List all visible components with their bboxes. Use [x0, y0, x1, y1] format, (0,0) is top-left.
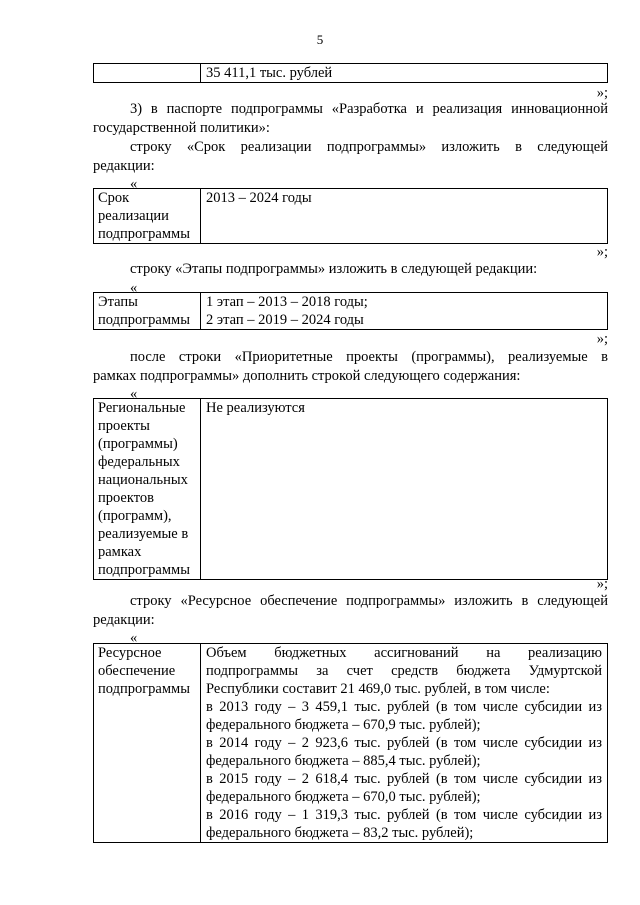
resource-line: подпрограммы за счет средств бюджета Удмуртской	[206, 663, 602, 679]
priority-intro-line2: рамках подпрограммы» дополнить строкой следующего содержания:	[93, 368, 521, 384]
etapy-label: Этапы подпрограммы	[94, 293, 201, 330]
prev-table-label	[94, 64, 201, 83]
open-quote: «	[130, 280, 138, 296]
open-quote: «	[130, 630, 138, 646]
resource-intro-line2: редакции:	[93, 612, 155, 628]
resource-line: в 2014 году – 2 923,6 тыс. рублей (в том числе субсидии из	[206, 735, 602, 751]
close-quote: »;	[596, 85, 608, 101]
srok-intro-line2: редакции:	[93, 158, 155, 174]
resource-line: Объем бюджетных ассигнований на реализацию	[206, 645, 602, 661]
close-quote: »;	[596, 576, 608, 592]
resource-line: в 2016 году – 1 319,3 тыс. рублей (в том числе субсидии из	[206, 807, 602, 823]
srok-table	[93, 188, 608, 244]
etapy-intro: строку «Этапы подпрограммы» изложить в следующей редакции:	[130, 261, 538, 277]
regional-label: Региональные проекты (программы) федеральных национальных проектов (программ), реализуемые в рамках подпрограммы	[94, 399, 201, 580]
prev-table-value: 35 411,1 тыс. рублей	[201, 64, 608, 83]
resource-table	[93, 643, 608, 843]
resource-intro-line1: строку «Ресурсное обеспечение подпрограммы» изложить в следующей	[130, 593, 608, 609]
resource-label: Ресурсное обеспечение подпрограммы	[94, 644, 201, 843]
resource-value	[201, 644, 608, 843]
resource-line: федерального бюджета – 83,2 тыс. рублей);	[206, 825, 474, 841]
item3-line2: государственной политики»:	[93, 120, 270, 136]
prev-table	[93, 63, 608, 83]
open-quote: «	[130, 386, 138, 402]
srok-intro-line1: строку «Срок реализации подпрограммы» изложить в следующей	[130, 139, 608, 155]
open-quote: «	[130, 176, 138, 192]
regional-value: Не реализуются	[201, 399, 608, 580]
page-number: 5	[316, 32, 324, 47]
resource-line: в 2015 году – 2 618,4 тыс. рублей (в том числе субсидии из	[206, 771, 602, 787]
resource-line: Республики составит 21 469,0 тыс. рублей, в том числе:	[206, 681, 550, 697]
close-quote: »;	[596, 244, 608, 260]
etapy-stage1: 1 этап – 2013 – 2018 годы;	[206, 294, 368, 310]
regional-table	[93, 398, 608, 580]
srok-label: Срок реализации подпрограммы	[94, 189, 201, 244]
etapy-value	[201, 293, 608, 330]
resource-line: в 2013 году – 3 459,1 тыс. рублей (в том числе субсидии из	[206, 699, 602, 715]
resource-line: федерального бюджета – 670,0 тыс. рублей);	[206, 789, 481, 805]
srok-value: 2013 – 2024 годы	[201, 189, 608, 244]
close-quote: »;	[596, 331, 608, 347]
item3-line1: 3) в паспорте подпрограммы «Разработка и реализация инновационной	[130, 101, 608, 117]
resource-line: федерального бюджета – 885,4 тыс. рублей);	[206, 753, 481, 769]
etapy-stage2: 2 этап – 2019 – 2024 годы	[206, 312, 364, 328]
etapy-table	[93, 292, 608, 330]
priority-intro-line1: после строки «Приоритетные проекты (программы), реализуемые в	[130, 349, 608, 365]
resource-line: федерального бюджета – 670,9 тыс. рублей);	[206, 717, 481, 733]
